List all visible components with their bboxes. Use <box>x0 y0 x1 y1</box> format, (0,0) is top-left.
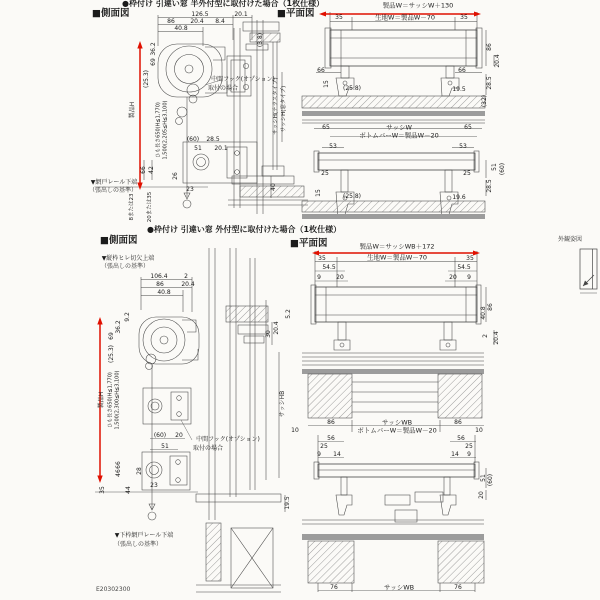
section1-side-view-title: ■側面図 <box>92 8 130 19</box>
s2_side-dim-label: （張出しの基準） <box>113 540 163 548</box>
s2_side-dim-label: 2 <box>184 272 188 280</box>
s1_side-dim-label: 36.2 <box>149 42 157 56</box>
s1_side-dim-label: 26 <box>171 172 179 180</box>
s1_side-dim-label: 20.1 <box>214 144 228 152</box>
s1_plan-dim-label: 86 <box>485 43 493 51</box>
s2_plan-dim-label: 14 <box>451 450 459 458</box>
s2_side-dim-label: サッシHB <box>278 390 286 418</box>
s1_plan-dim-label: 53 <box>329 142 337 150</box>
s2_side-dim-label: (25.3) <box>107 344 115 364</box>
s1_plan-dim-label: 28.5 <box>485 76 493 90</box>
s2_side-dim-label: 46 <box>114 469 122 477</box>
s2_plan-dim-label: 20.4 <box>492 331 500 345</box>
s2_side-dim-label: （張出しの基準） <box>100 262 150 270</box>
s2_side-dim-label: 20.4 <box>181 280 195 288</box>
s1_plan-dim-label: 66 <box>458 66 466 74</box>
s2_side-dim-label: 36.2 <box>114 320 122 334</box>
s2_plan-dim-label: 10 <box>291 426 299 434</box>
s2_side-dim-label: 35 <box>98 486 106 494</box>
s1_side-dim-label: 42 <box>147 166 155 174</box>
s1_side-dim-label: サッシH(窓タイプ) <box>281 85 288 133</box>
s1_plan-dim-label: 15 <box>322 80 330 88</box>
s2_plan-dim-label: 生地W＝製品W－70 <box>366 253 428 262</box>
s1_side-dim-label: 51 <box>194 144 202 152</box>
s1_side-dim-label: サッシH(テラスタイプ) <box>273 77 280 135</box>
s1_side-dim-label: (3.8) <box>256 32 264 48</box>
s1_plan-dim-label: 20.4 <box>493 54 501 68</box>
s1_side-dim-label: 中間フック(オプション) <box>211 75 275 83</box>
s2_side-dim-label: 28 <box>135 467 143 475</box>
s2_side-dim-label: 取付の場合 <box>192 444 224 452</box>
s1_plan-dim-label: (32) <box>480 94 488 108</box>
s1_side-dim-label: 23 <box>186 185 194 193</box>
s2_plan-dim-label: 56 <box>457 434 465 442</box>
s1_plan-dim-label: 25 <box>321 169 329 177</box>
s2_side-dim-label: 69 <box>107 332 115 340</box>
s2_plan-dim-label: 86 <box>486 303 494 311</box>
s1_side-dim-label: 126.5 <box>191 10 209 18</box>
s2_plan-dim-label: ボトムバーW＝製品W－20 <box>357 426 437 435</box>
s2_plan-dim-label: 20 <box>477 491 485 499</box>
s1_plan-dim-label: 28.5 <box>485 179 493 193</box>
s2_plan-dim-label: 2 <box>481 334 489 338</box>
s2_side-dim-label: 66 <box>114 461 122 469</box>
drawing-code: E20302300 <box>96 586 131 593</box>
s2_plan-dim-label: 51 <box>479 474 487 482</box>
s1_plan-dim-label: 15 <box>314 189 322 197</box>
s2_side-dim-label: 30 <box>264 330 272 338</box>
s1_side-dim-label: 1,500(2,205≦H≦3,100) <box>162 100 169 160</box>
s2_plan-dim-label: 9 <box>317 273 321 281</box>
s2_side-dim-label: 86 <box>156 280 164 288</box>
s1_plan-dim-label: 53 <box>459 142 467 150</box>
s2_side-dim-label: 製品H <box>97 391 105 409</box>
s1_side-dim-label: 20または35 <box>147 191 154 223</box>
s2_plan-dim-label: 製品W＝サッシWB＋172 <box>359 242 435 251</box>
s2_side-dim-label: ▼縦枠ヒレ切欠上端 <box>101 254 155 262</box>
s1_side-dim-label: ひも長さ650(H≦1,770) <box>155 102 162 158</box>
s1_side-dim-label: ▼網戸レール下端 <box>90 178 138 186</box>
s2_plan-dim-label: 35 <box>318 254 326 262</box>
s2_plan-dim-label: 54.5 <box>322 263 336 271</box>
s1_plan-dim-label: (60) <box>498 162 506 176</box>
s2_plan-dim-label: 20 <box>449 273 457 281</box>
s1_plan-dim-label: 66 <box>317 66 325 74</box>
appearance-sketch <box>580 249 597 293</box>
s1_plan-dim-label: 35 <box>460 13 468 21</box>
s1_plan-dim-label: 65 <box>464 123 472 131</box>
s2_plan-dim-label: 56 <box>327 434 335 442</box>
s2_plan-dim-label: 76 <box>454 583 462 591</box>
s1_side-dim-label: 86 <box>167 17 175 25</box>
s2_side-dim-label: 中間フック(オプション) <box>196 435 260 443</box>
s2_side-dim-label: 23 <box>150 481 158 489</box>
s1_side-dim-label: 20.4 <box>190 17 204 25</box>
s2_side-dim-label: 20.4 <box>272 321 280 335</box>
s1_plan-dim-label: ボトムバーW＝製品W－20 <box>359 131 439 140</box>
s1_side-dim-label: (25.3) <box>142 69 150 89</box>
s1_side-dim-label: 取付の場合 <box>207 84 239 92</box>
section1-plan-view-title: ■平面図 <box>277 8 315 19</box>
s2_side-dim-label: 20 <box>175 431 183 439</box>
s2_side-dim-label: 51 <box>161 442 169 450</box>
s1_plan-dim-label: 19.5 <box>452 85 466 93</box>
s2_plan-dim-label: 9 <box>317 450 321 458</box>
s1_plan-dim-label: (25.8) <box>342 192 362 200</box>
s2_plan-dim-label: 25 <box>465 442 473 450</box>
s1_side-dim-label: (60) <box>186 135 200 143</box>
s1_side-dim-label: 20.1 <box>234 10 248 18</box>
s2_side-dim-label: 106.4 <box>150 272 168 280</box>
s2_plan-dim-label: 86 <box>327 418 335 426</box>
s2_plan-dim-label: 9 <box>467 273 471 281</box>
s1_plan-dim-label: 生地W＝製品W－70 <box>374 13 436 22</box>
s2_plan-dim-label: 35 <box>466 254 474 262</box>
s2_plan-dim-label: (60) <box>486 473 494 487</box>
s2_plan-dim-label: 86 <box>454 418 462 426</box>
appearance-caption: 外観姿図 <box>558 236 583 243</box>
s1_side-dim-label: 40 <box>269 183 277 191</box>
s1-plan-view-drawing <box>302 12 494 219</box>
s2_side-dim-label: 9.2 <box>123 312 131 322</box>
s2_plan-dim-label: 10 <box>475 426 483 434</box>
s2_side-dim-label: (60) <box>153 431 167 439</box>
section2-side-view-title: ■側面図 <box>100 235 138 246</box>
s2_plan-dim-label: 14 <box>333 450 341 458</box>
s1_side-dim-label: 66 <box>139 166 147 174</box>
s2_side-dim-label: 40.8 <box>157 288 171 296</box>
s2_plan-dim-label: 40.8 <box>479 306 487 320</box>
s1_side-dim-label: 40.8 <box>174 24 188 32</box>
s2_side-dim-label: ▼下枠網戸レール下端 <box>114 531 174 539</box>
s1_plan-dim-label: 19.6 <box>452 193 466 201</box>
s2_side-dim-label: 1,500(2,300≦H≦3,100) <box>114 370 121 430</box>
s1_plan-dim-label: (25.8) <box>342 84 362 92</box>
s2_plan-dim-label: 25 <box>320 442 328 450</box>
section2-plan-view-title: ■平面図 <box>290 238 328 249</box>
s1_plan-dim-label: 51 <box>490 163 498 171</box>
s2_side-dim-label: 5.2 <box>284 309 292 319</box>
s2_side-dim-label: 44 <box>124 486 132 494</box>
s1_side-dim-label: 69 <box>149 58 157 66</box>
s2_side-dim-label: ひも長さ650(H≦1,770) <box>107 372 114 428</box>
s1_side-dim-label: （張出しの基準） <box>88 186 138 194</box>
s2_plan-dim-label: サッシWB <box>381 418 413 427</box>
s1_plan-dim-label: サッシW <box>386 123 412 132</box>
s1_plan-dim-label: 65 <box>322 123 330 131</box>
s2_side-dim-label: 19.5 <box>283 496 291 510</box>
s1_side-dim-label: 製品H <box>128 101 136 119</box>
section2-note: ●枠付け 引違い窓 外付型に取付けた場合（1枚仕様） <box>147 225 342 234</box>
s1_side-dim-label: 28.5 <box>206 135 220 143</box>
section1-note: ●枠付け 引違い窓 半外付型に取付けた場合（1枚仕様） <box>122 0 325 8</box>
s2_plan-dim-label: 9 <box>467 450 471 458</box>
s1_plan-dim-label: 35 <box>335 13 343 21</box>
s1_side-dim-label: 8または23 <box>129 193 136 221</box>
s1_plan-dim-label: 製品W＝サッシW＋130 <box>382 1 454 10</box>
s2_plan-dim-label: 76 <box>330 583 338 591</box>
s2_plan-dim-label: サッシWB <box>383 583 415 592</box>
s1_plan-dim-label: 25 <box>463 169 471 177</box>
s2_plan-dim-label: 54.5 <box>457 263 471 271</box>
s1_side-dim-label: 8.4 <box>215 17 225 25</box>
s2_plan-dim-label: 20 <box>336 273 344 281</box>
